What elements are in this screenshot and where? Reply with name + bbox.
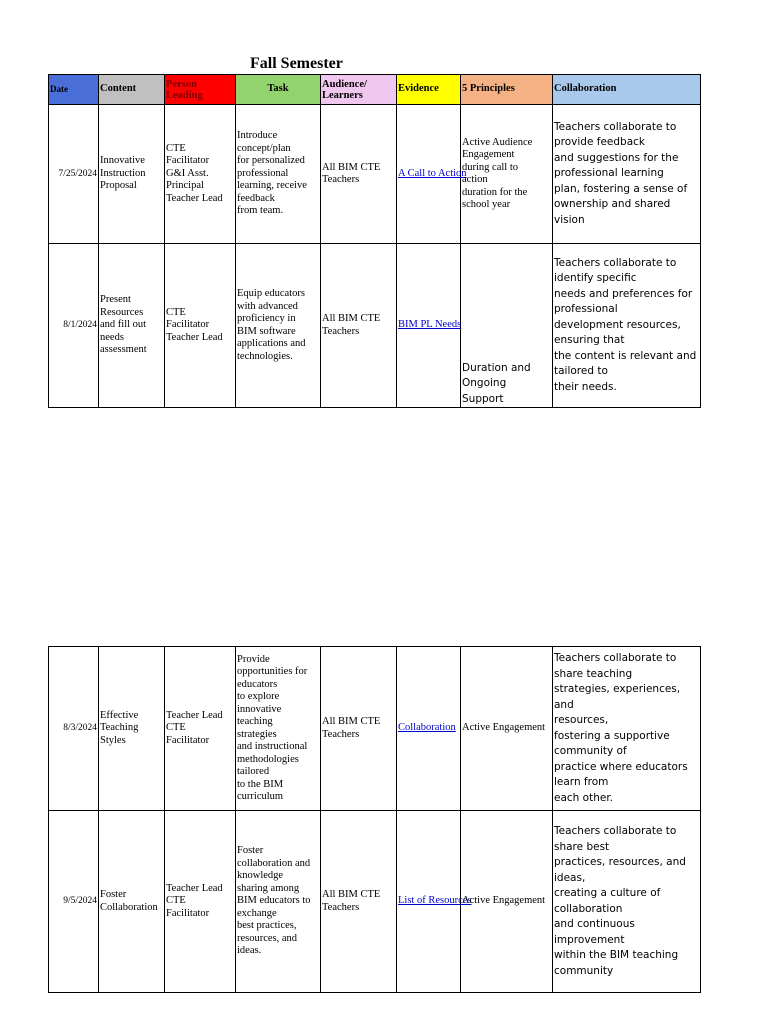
principles-cell: Active Engagement xyxy=(461,647,553,811)
person-cell: Teacher Lead CTE Facilitator xyxy=(165,811,236,993)
header-date: Date xyxy=(49,75,99,105)
principles-cell: Duration and Ongoing Support xyxy=(461,244,553,408)
evidence-link[interactable]: BIM PL Needs xyxy=(398,319,462,331)
header-content: Content xyxy=(99,75,165,105)
table-row xyxy=(49,244,701,408)
header-evidence: Evidence xyxy=(397,75,461,105)
page-title: Fall Semester xyxy=(250,55,343,72)
header-5-principles: 5 Principles xyxy=(461,75,553,105)
content-cell: Effective Teaching Styles xyxy=(99,647,165,811)
collaboration-cell: Teachers collaborate to share teaching strategies, experiences, and resources, fostering a supportive community of practice where educators learn from each other. xyxy=(553,647,701,811)
date-cell: 8/3/2024 xyxy=(49,647,99,811)
person-cell: CTE Facilitator G&I Asst. Principal Teacher Lead xyxy=(165,105,236,244)
evidence-cell xyxy=(397,244,461,408)
audience-cell: All BIM CTE Teachers xyxy=(321,647,397,811)
person-cell: CTE Facilitator Teacher Lead xyxy=(165,244,236,408)
evidence-cell xyxy=(397,105,467,244)
content-cell: Innovative Instruction Proposal xyxy=(99,105,165,244)
header-audience: Audience/ Learners xyxy=(321,75,397,105)
audience-cell: All BIM CTE Teachers xyxy=(321,244,397,408)
principles-cell: Active Engagement xyxy=(461,811,553,993)
person-cell: Teacher Lead CTE Facilitator xyxy=(165,647,236,811)
table-row xyxy=(49,647,701,811)
date-cell: 7/25/2024 xyxy=(49,105,99,244)
evidence-link[interactable]: List of Resources xyxy=(398,895,472,907)
evidence-cell xyxy=(397,811,472,993)
content-cell: Present Resources and fill out needs assessment xyxy=(99,244,165,408)
header-collaboration: Collaboration xyxy=(553,75,701,105)
audience-cell: All BIM CTE Teachers xyxy=(321,105,397,244)
header-person-leading: Person Leading xyxy=(165,75,236,105)
table-row xyxy=(49,811,701,993)
table-row xyxy=(49,105,701,244)
task-cell: Foster collaboration and knowledge sharing among BIM educators to exchange best practices, resources, and ideas. xyxy=(236,811,321,993)
task-cell: Equip educators with advanced proficiency in BIM software applications and technologies. xyxy=(236,244,321,408)
evidence-link[interactable]: A Call to Action xyxy=(398,167,467,179)
collaboration-cell: Teachers collaborate to identify specific needs and preferences for professional development resources, ensuring that the content is relevant and tailored to their needs. xyxy=(553,244,701,408)
header-task: Task xyxy=(236,75,321,105)
date-cell: 9/5/2024 xyxy=(49,811,99,993)
principles-cell: Active Audience Engagement during call to action duration for the school year xyxy=(461,105,553,244)
evidence-cell xyxy=(397,647,461,811)
schedule-table-2 xyxy=(48,646,701,993)
task-cell: Provide opportunities for educators to explore innovative teaching strategies and instructional methodologies tailored to the BIM curriculum xyxy=(236,647,321,811)
collaboration-cell: Teachers collaborate to provide feedback and suggestions for the professional learning plan, fostering a sense of ownership and shared vision xyxy=(553,105,701,244)
content-cell: Foster Collaboration xyxy=(99,811,165,993)
header-row xyxy=(49,75,701,105)
audience-cell: All BIM CTE Teachers xyxy=(321,811,397,993)
date-cell: 8/1/2024 xyxy=(49,244,99,408)
collaboration-cell: Teachers collaborate to share best practices, resources, and ideas, creating a culture of collaboration and continuous improvement within the BIM teaching community xyxy=(553,811,701,993)
schedule-table-1 xyxy=(48,74,701,408)
task-cell: Introduce concept/plan for personalized professional learning, receive feedback from team. xyxy=(236,105,321,244)
evidence-link[interactable]: Collaboration xyxy=(398,722,456,734)
